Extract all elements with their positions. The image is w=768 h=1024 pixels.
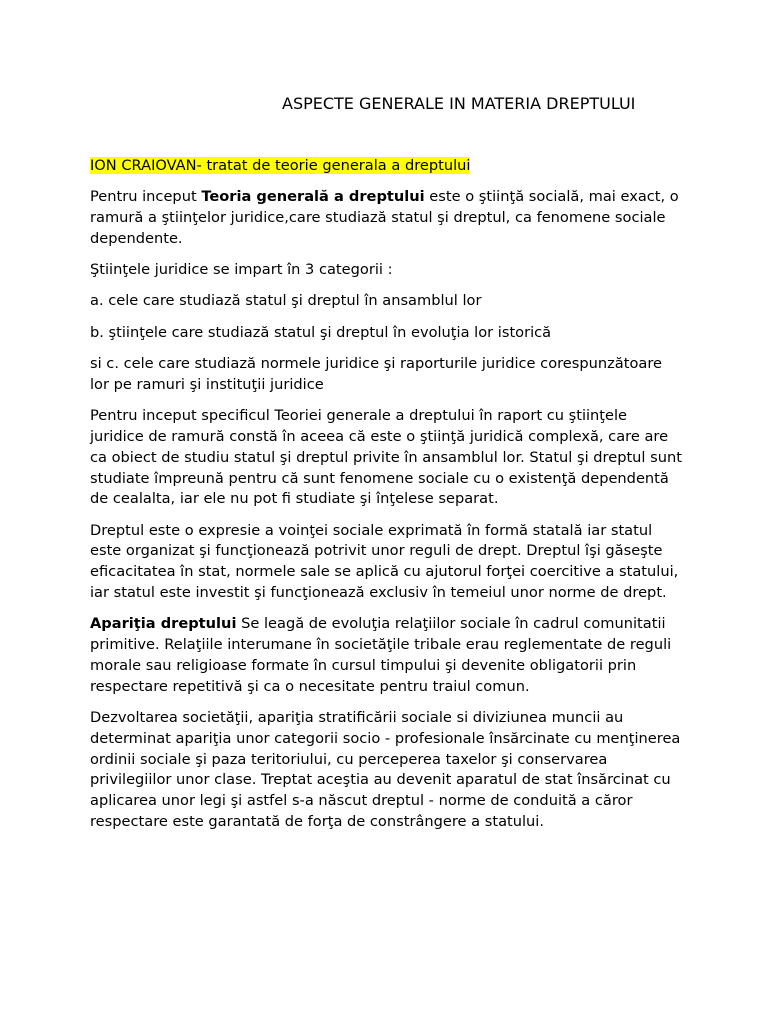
intro-bold-term: Teoria generală a dreptului <box>201 188 425 206</box>
aparitia-paragraph <box>90 614 682 697</box>
highlighted-source-line: ION CRAIOVAN- tratat de teorie generala a dreptului <box>90 157 471 174</box>
document-title: ASPECTE GENERALE IN MATERIA DREPTULUI <box>282 94 636 113</box>
intro-rest: este o ştiinţă socială, mai exact, o ramură a ştiinţelor juridice,care studiază statul şi dreptul, ca fenomene sociale dependente. <box>90 188 679 247</box>
intro-lead: Pentru inceput <box>90 188 202 206</box>
document-body <box>90 156 682 843</box>
specific-paragraph: Pentru inceput specificul Teoriei generale a dreptului în raport cu ştiinţele juridice de ramură constă în aceea că este o ştiinţă juridică complexă, care are ca obiect de studiu statul şi dreptul privite în ansamblul lor. Statul şi dreptul sunt studiate împreună pentru că sunt fenomene sociale cu o existenţă dependentă de cealalta, iar ele nu pot fi studiate şi înţelese separat. <box>90 407 682 508</box>
aparitia-rest: Se leagă de evoluţia relaţiilor sociale în cadrul comunitatii primitive. Relaţiile interumane în societăţile tribale erau reglementate de reguli morale sau religioase formate în cursul timpului şi devenite obligatorii prin respectare repetitivă şi ca o necesitate pentru traiul comun. <box>90 615 672 695</box>
categories-intro: Ştiinţele juridice se impart în 3 categorii : <box>90 261 393 279</box>
category-a: a. cele care studiază statul şi dreptul în ansamblul lor <box>90 292 482 310</box>
intro-paragraph <box>90 187 682 249</box>
dezvoltarea-paragraph: Dezvoltarea societăţii, apariţia stratificării sociale si diviziunea muncii au determinat apariţia unor categorii socio - profesionale însărcinate cu menţinerea ordinii sociale şi paza teritoriului, cu perceperea taxelor şi conservarea privilegiilor unor clase. Treptat aceştia au devenit aparatul de stat însărcinat cu aplicarea unor legi şi astfel s-a născut dreptul - norme de conduită a căror respectare este garantată de forţa de constrângere a statului. <box>90 709 681 831</box>
category-c: si c. cele care studiază normele juridice şi raporturile juridice corespunzătoare lor pe ramuri şi instituţii juridice <box>90 355 662 393</box>
aparitia-bold-term: Apariţia dreptului <box>90 615 237 633</box>
expresie-paragraph: Dreptul este o expresie a voinţei sociale exprimată în formă statală iar statul este organizat şi funcţionează potrivit unor reguli de drept. Dreptul îşi găseşte eficacitatea în stat, normele sale se aplică cu ajutorul forţei coercitive a statului, iar statul este investit şi funcţionează exclusiv în temeiul unor norme de drept. <box>90 521 679 602</box>
source-line-paragraph <box>90 156 682 177</box>
category-b: b. ştiinţele care studiază statul şi dreptul în evoluţia lor istorică <box>90 323 552 341</box>
